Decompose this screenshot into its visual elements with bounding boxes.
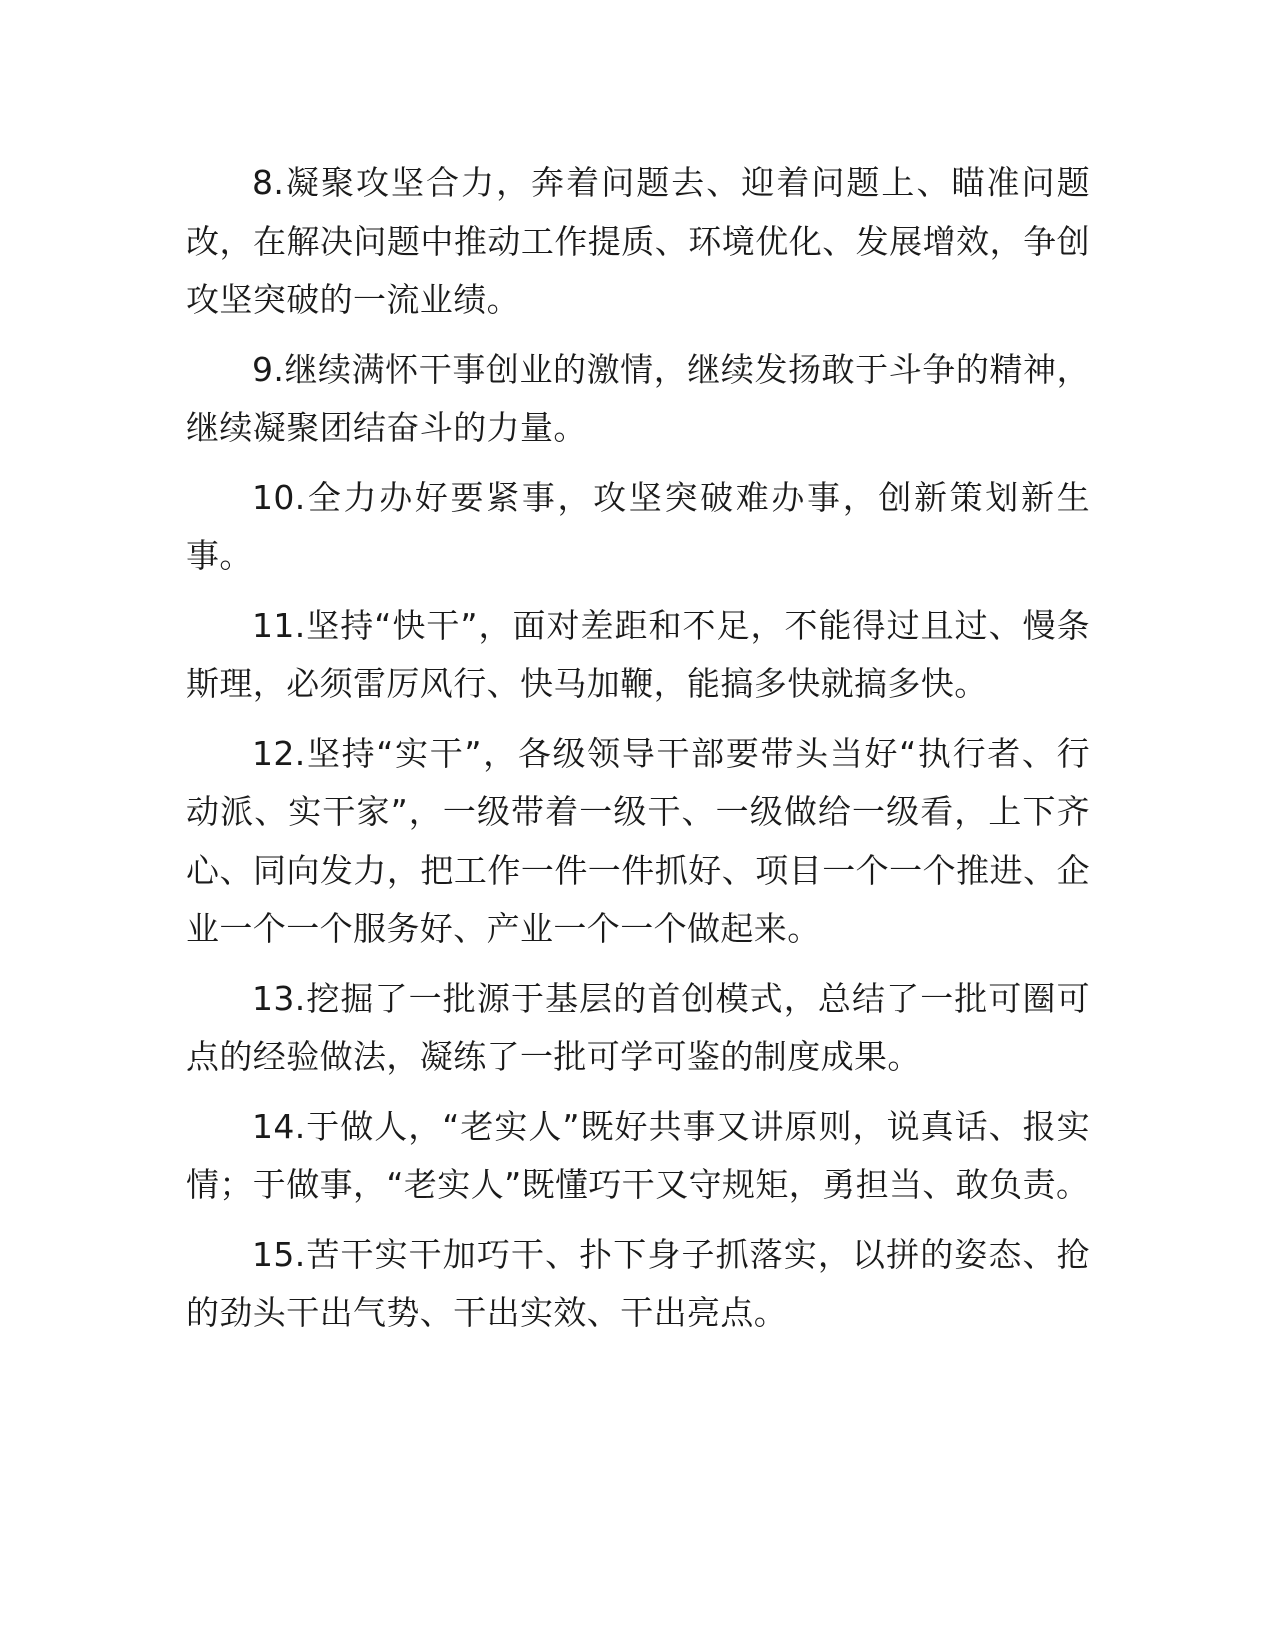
paragraph-8: 8.凝聚攻坚合力，奔着问题去、迎着问题上、瞄准问题改，在解决问题中推动工作提质、环境优化、发展增效，争创攻坚突破的一流业绩。 bbox=[186, 163, 1090, 319]
document-page bbox=[186, 154, 1090, 1354]
paragraph-14: 14.于做人，“老实人”既好共事又讲原则，说真话、报实情；于做事，“老实人”既懂巧干又守规矩，勇担当、敢负责。 bbox=[186, 1106, 1090, 1204]
paragraph-13: 13.挖掘了一批源于基层的首创模式，总结了一批可圈可点的经验做法，凝练了一批可学可鉴的制度成果。 bbox=[186, 978, 1090, 1076]
paragraph-10: 10.全力办好要紧事，攻坚突破难办事，创新策划新生事。 bbox=[186, 477, 1090, 575]
paragraph-15: 15.苦干实干加巧干、扑下身子抓落实，以拼的姿态、抢的劲头干出气势、干出实效、干出亮点。 bbox=[186, 1234, 1090, 1332]
paragraph-9: 9.继续满怀干事创业的激情，继续发扬敢于斗争的精神，继续凝聚团结奋斗的力量。 bbox=[186, 349, 1090, 447]
paragraph-12: 12.坚持“实干”，各级领导干部要带头当好“执行者、行动派、实干家”，一级带着一级干、一级做给一级看，上下齐心、同向发力，把工作一件一件抓好、项目一个一个推进、企业一个一个服务好、产业一个一个做起来。 bbox=[186, 733, 1090, 948]
paragraph-11: 11.坚持“快干”，面对差距和不足，不能得过且过、慢条斯理，必须雷厉风行、快马加鞭，能搞多快就搞多快。 bbox=[186, 605, 1090, 703]
